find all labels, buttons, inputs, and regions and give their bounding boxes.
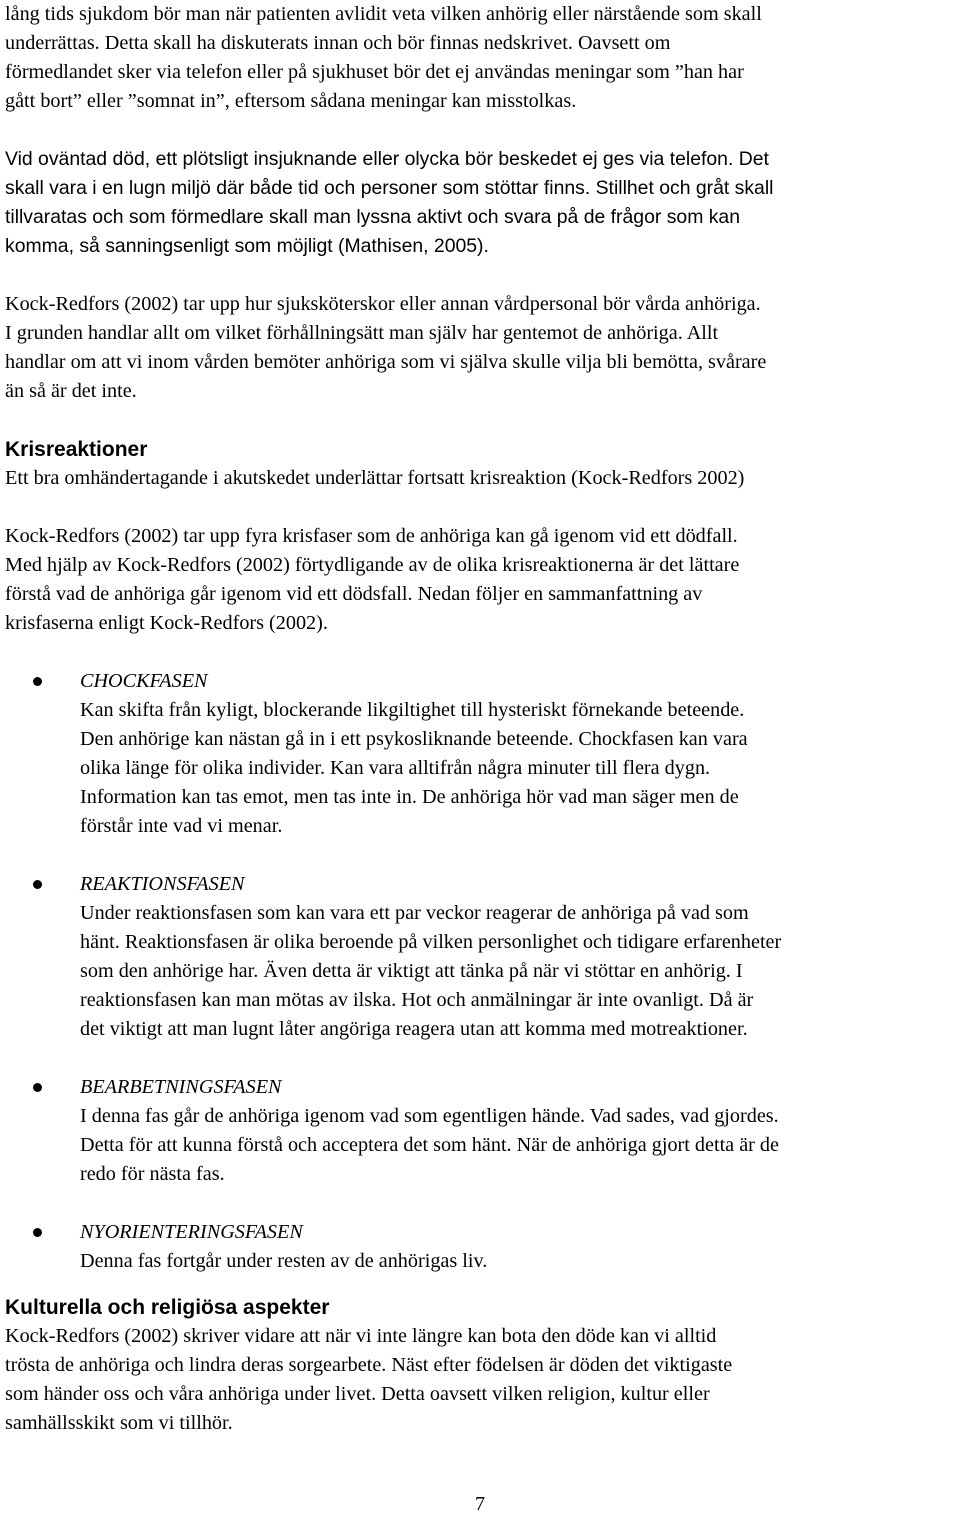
phase-title: NYORIENTERINGSFASEN (80, 1221, 303, 1243)
list-item (5, 870, 960, 1044)
text-line: hänt. Reaktionsfasen är olika beroende på vilken personlighet och tidigare erfarenheter (80, 931, 782, 953)
text-line: underrättas. Detta skall ha diskuterats innan och bör finnas nedskrivet. Oavsett om (5, 32, 671, 54)
list-item (5, 667, 960, 841)
phase-title: REAKTIONSFASEN (80, 873, 245, 895)
text-line: trösta de anhöriga och lindra deras sorgearbete. Näst efter födelsen är döden det viktigaste (5, 1354, 733, 1376)
bullet-icon (33, 1228, 42, 1237)
section-heading: Kulturella och religiösa aspekter (5, 1296, 330, 1319)
text-line: Kan skifta från kyligt, blockerande likgiltighet till hysteriskt förnekande beteende. (80, 699, 745, 721)
bullet-icon (33, 677, 42, 686)
text-line: Med hjälp av Kock-Redfors (2002) förtydligande av de olika krisreaktionerna är det lättare (5, 554, 740, 576)
text-line: Detta för att kunna förstå och acceptera det som hänt. När de anhöriga gjort detta är de (80, 1134, 779, 1156)
text-line: som den anhörige har. Även detta är viktigt att tänka på när vi stöttar en anhörig. I (80, 960, 743, 982)
section-kultur (5, 1293, 960, 1438)
text-line: skall vara i en lugn miljö där både tid och personer som stöttar finns. Stillhet och gråt skall (5, 177, 774, 199)
text-line: Kock-Redfors (2002) tar upp fyra krisfaser som de anhöriga kan gå igenom vid ett dödfall. (5, 525, 738, 547)
text-line: samhällsskikt som vi tillhör. (5, 1412, 233, 1434)
text-line: komma, så sanningsenligt som möjligt (Mathisen, 2005). (5, 235, 489, 257)
text-line: handlar om att vi inom vården bemöter anhöriga som vi själva skulle vilja bli bemötta, svårare (5, 351, 767, 373)
text-line: reaktionsfasen kan man mötas av ilska. Hot och anmälningar är inte ovanligt. Då är (80, 989, 754, 1011)
text-line: Den anhörige kan nästan gå in i ett psykosliknande beteende. Chockfasen kan vara (80, 728, 748, 750)
bullet-icon (33, 1083, 42, 1092)
text-line: Kock-Redfors (2002) skriver vidare att när vi inte längre kan bota den döde kan vi alltid (5, 1325, 717, 1347)
section-krisreaktioner (5, 435, 960, 1276)
text-line: redo för nästa fas. (80, 1163, 225, 1185)
phase-list (5, 667, 960, 1276)
text-line: Information kan tas emot, men tas inte in. De anhöriga hör vad man säger men de (80, 786, 739, 808)
sudden-death-paragraph (5, 145, 960, 261)
text-line: gått bort” eller ”somnat in”, eftersom sådana meningar kan misstolkas. (5, 90, 577, 112)
list-item (5, 1073, 960, 1189)
page-number: 7 (475, 1493, 485, 1515)
section-intro-line: Ett bra omhändertagande i akutskedet underlättar fortsatt krisreaktion (Kock-Redfors 2002) (5, 467, 745, 489)
list-item (5, 1218, 960, 1276)
text-line: Vid oväntad död, ett plötsligt insjuknande eller olycka bör beskedet ej ges via telefon. Det (5, 148, 769, 170)
text-line: Under reaktionsfasen som kan vara ett par veckor reagerar de anhöriga på vad som (80, 902, 749, 924)
text-line: det viktigt att man lugnt låter angöriga reagera utan att komma med motreaktioner. (80, 1018, 748, 1040)
text-line: som händer oss och våra anhöriga under livet. Detta oavsett vilken religion, kultur eller (5, 1383, 710, 1405)
text-line: olika länge för olika individer. Kan vara alltifrån några minuter till flera dygn. (80, 757, 711, 779)
text-line: I denna fas går de anhöriga igenom vad som egentligen hände. Vad sades, vad gjordes. (80, 1105, 779, 1127)
intro-paragraph (5, 0, 960, 116)
text-line: tillvaratas och som förmedlare skall man lyssna aktivt och svara på de frågor som kan (5, 206, 740, 228)
text-line: Denna fas fortgår under resten av de anhörigas liv. (80, 1250, 488, 1272)
section-heading: Krisreaktioner (5, 438, 148, 461)
text-line: förmedlandet sker via telefon eller på sjukhuset bör det ej användas meningar som ”han har (5, 61, 744, 83)
phase-title: BEARBETNINGSFASEN (80, 1076, 282, 1098)
text-line: än så är det inte. (5, 380, 137, 402)
text-line: I grunden handlar allt om vilket förhållningsätt man själv har gentemot de anhöriga. Allt (5, 322, 719, 344)
text-line: lång tids sjukdom bör man när patienten avlidit veta vilken anhörig eller närstående som skall (5, 3, 762, 25)
phase-title: CHOCKFASEN (80, 670, 208, 692)
text-line: förstår inte vad vi menar. (80, 815, 283, 837)
text-line: Kock-Redfors (2002) tar upp hur sjuksköterskor eller annan vårdpersonal bör vårda anhöriga. (5, 293, 761, 315)
care-paragraph (5, 290, 960, 406)
krisfaser-paragraph (5, 522, 960, 638)
text-line: krisfaserna enligt Kock-Redfors (2002). (5, 612, 328, 634)
bullet-icon (33, 880, 42, 889)
text-line: förstå vad de anhöriga går igenom vid ett dödsfall. Nedan följer en sammanfattning av (5, 583, 703, 605)
document-page (5, 0, 960, 1438)
